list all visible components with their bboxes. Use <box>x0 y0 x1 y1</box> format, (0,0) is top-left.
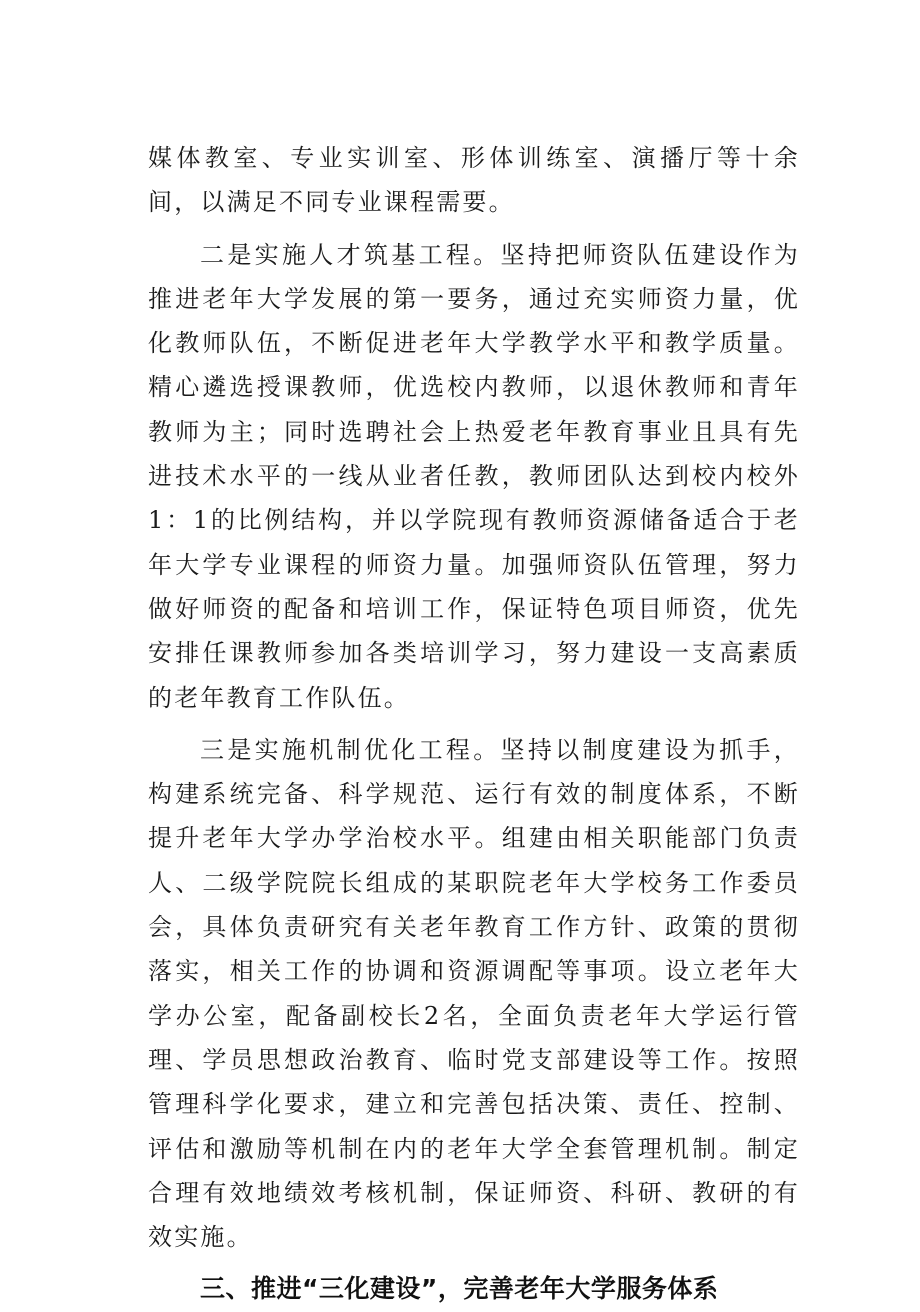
document-body <box>148 136 800 1312</box>
paragraph-facilities-continued: 媒体教室、专业实训室、形体训练室、演播厅等十余间，以满足不同专业课程需要。 <box>148 144 800 217</box>
section-heading: 三、推进“三化建设”，完善老年大学服务体系 <box>200 1274 719 1304</box>
paragraph-talent-project: 二是实施人才筑基工程。坚持把师资队伍建设作为推进老年大学发展的第一要务，通过充实师资力量，优化教师队伍，不断促进老年大学教学水平和教学质量。精心遴选授课教师，优选校内教师，以退休教师和青年教师为主；同时选聘社会上热爱老年教育事业且具有先进技术水平的一线从业者任教，教师团队达到校内校外1：1的比例结构，并以学院现有教师资源储备适合于老年大学专业课程的师资力量。加强师资队伍管理，努力做好师资的配备和培训工作，保证特色项目师资，优先安排任课教师参加各类培训学习，努力建设一支高素质的老年教育工作队伍。 <box>148 240 800 712</box>
paragraph-mechanism-project: 三是实施机制优化工程。坚持以制度建设为抓手，构建系统完备、科学规范、运行有效的制度体系，不断提升老年大学办学治校水平。组建由相关职能部门负责人、二级学院院长组成的某职院老年大学校务工作委员会，具体负责研究有关老年教育工作方针、政策的贯彻落实，相关工作的协调和资源调配等事项。设立老年大学办公室，配备副校长2名，全面负责老年大学运行管理、学员思想政治教育、临时党支部建设等工作。按照管理科学化要求，建立和完善包括决策、责任、控制、评估和激励等机制在内的老年大学全套管理机制。制定合理有效地绩效考核机制，保证师资、科研、教研的有效实施。 <box>148 735 800 1252</box>
